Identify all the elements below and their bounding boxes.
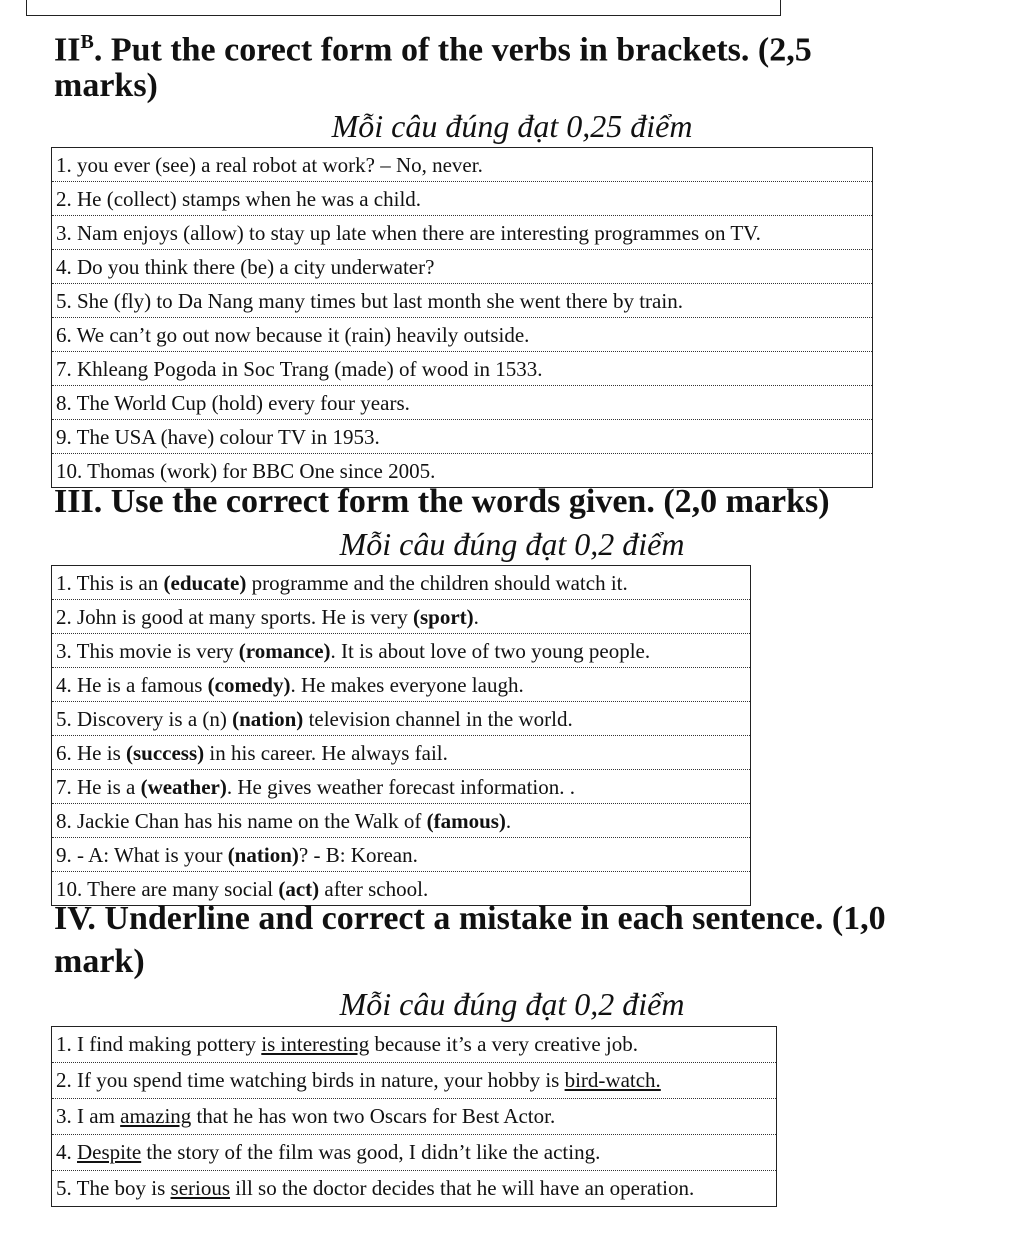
question-text: 7. Khleang Pogoda in Soc Trang (made) of wood in 1533. bbox=[52, 352, 873, 386]
question-cell bbox=[52, 566, 751, 600]
question-text: the story of the film was good, I didn’t like the acting. bbox=[141, 1140, 601, 1164]
section-3-questions bbox=[51, 565, 751, 906]
section-4-questions bbox=[51, 1026, 777, 1207]
question-row bbox=[52, 770, 751, 804]
question-row bbox=[52, 838, 751, 872]
question-text: 4. He is a famous bbox=[56, 672, 208, 697]
question-text: . He gives weather forecast information. . bbox=[226, 774, 575, 799]
question-row bbox=[52, 736, 751, 770]
question-cell bbox=[52, 634, 751, 668]
question-text: ? - B: Korean. bbox=[298, 842, 418, 867]
question-text: 1. you ever (see) a real robot at work? – No, never. bbox=[52, 148, 873, 182]
question-text: ill so the doctor decides that he will have an operation. bbox=[230, 1176, 695, 1200]
underlined-mistake: Despite bbox=[77, 1140, 142, 1164]
question-text: . He makes everyone laugh. bbox=[290, 672, 524, 697]
question-text: 9. - A: What is your bbox=[56, 842, 228, 867]
question-text: 1. This is an bbox=[56, 570, 164, 595]
underlined-mistake: is interesting bbox=[261, 1032, 370, 1056]
underlined-mistake: amazing bbox=[120, 1104, 192, 1128]
question-row bbox=[52, 668, 751, 702]
question-text: 2. John is good at many sports. He is very bbox=[56, 604, 413, 629]
question-cell bbox=[52, 668, 751, 702]
question-text: television channel in the world. bbox=[303, 706, 573, 731]
section-2b-scoring-note: Mỗi câu đúng đạt 0,25 điểm bbox=[331, 108, 693, 144]
question-cell bbox=[52, 1063, 777, 1099]
question-text: because it’s a very creative job. bbox=[369, 1032, 638, 1056]
question-text: 4. bbox=[56, 1140, 77, 1164]
section-3-title: III. Use the correct form the words given. (2,0 marks) bbox=[54, 483, 830, 520]
question-cell bbox=[52, 804, 751, 838]
question-text: 1. I find making pottery bbox=[56, 1032, 262, 1056]
question-row bbox=[52, 600, 751, 634]
section-4-scoring-note: Mỗi câu đúng đạt 0,2 điểm bbox=[339, 986, 685, 1022]
question-row bbox=[52, 1027, 777, 1063]
question-text: 5. She (fly) to Da Nang many times but last month she went there by train. bbox=[52, 284, 873, 318]
question-text: 5. The boy is bbox=[56, 1176, 171, 1200]
question-row bbox=[52, 216, 873, 250]
question-cell bbox=[52, 600, 751, 634]
question-row bbox=[52, 1063, 777, 1099]
question-cell bbox=[52, 1135, 777, 1171]
section-4-title-cont: mark) bbox=[54, 943, 145, 980]
question-row bbox=[52, 284, 873, 318]
question-text: . bbox=[473, 604, 479, 629]
question-row bbox=[52, 702, 751, 736]
question-row bbox=[52, 352, 873, 386]
question-text: 4. Do you think there (be) a city underwater? bbox=[52, 250, 873, 284]
underlined-mistake: bird-watch. bbox=[564, 1068, 661, 1092]
question-text: . bbox=[505, 808, 512, 833]
question-text: 3. Nam enjoys (allow) to stay up late when there are interesting programmes on TV. bbox=[52, 216, 873, 250]
question-cell bbox=[52, 702, 751, 736]
previous-question-options bbox=[26, 0, 781, 16]
question-text: 6. He is bbox=[56, 740, 126, 765]
word-given: (success) bbox=[126, 740, 205, 765]
question-text: 10. There are many social bbox=[56, 876, 279, 901]
word-given: (famous) bbox=[426, 808, 506, 833]
question-row bbox=[52, 182, 873, 216]
question-text: 10. Thomas (work) for BBC One since 2005. bbox=[52, 454, 873, 488]
question-row bbox=[52, 566, 751, 600]
section-2b-title-cont: marks) bbox=[54, 67, 158, 104]
question-row bbox=[52, 148, 873, 182]
question-text: 2. If you spend time watching birds in nature, your hobby is bbox=[56, 1068, 565, 1092]
question-cell bbox=[52, 1171, 777, 1207]
question-text: 9. The USA (have) colour TV in 1953. bbox=[52, 420, 873, 454]
question-text: that he has won two Oscars for Best Actor. bbox=[191, 1104, 556, 1128]
question-text: 2. He (collect) stamps when he was a child. bbox=[52, 182, 873, 216]
question-text: 5. Discovery is a (n) bbox=[56, 706, 233, 731]
question-cell bbox=[52, 1027, 777, 1063]
question-row bbox=[52, 420, 873, 454]
word-given: (act) bbox=[278, 876, 320, 901]
question-cell bbox=[52, 736, 751, 770]
question-cell bbox=[52, 838, 751, 872]
word-given: (nation) bbox=[227, 842, 299, 867]
question-text: 7. He is a bbox=[56, 774, 141, 799]
word-given: (nation) bbox=[232, 706, 304, 731]
section-3-scoring-note: Mỗi câu đúng đạt 0,2 điểm bbox=[339, 526, 685, 562]
question-row bbox=[52, 1171, 777, 1207]
question-row bbox=[52, 250, 873, 284]
word-given: (weather) bbox=[140, 774, 227, 799]
question-row bbox=[52, 1135, 777, 1171]
question-text: 8. The World Cup (hold) every four years. bbox=[52, 386, 873, 420]
question-text: 6. We can’t go out now because it (rain) heavily outside. bbox=[52, 318, 873, 352]
question-row bbox=[52, 386, 873, 420]
question-text: 3. I am bbox=[56, 1104, 121, 1128]
section-2b-questions bbox=[51, 147, 873, 488]
section-2b-title: $II^B$. Put the corect form of the verbs in brackets. (2,5 bbox=[54, 31, 812, 69]
underlined-mistake: serious bbox=[170, 1176, 231, 1200]
question-text: programme and the children should watch it. bbox=[246, 570, 628, 595]
question-cell bbox=[52, 770, 751, 804]
word-given: (comedy) bbox=[207, 672, 291, 697]
section-4-title: IV. Underline and correct a mistake in each sentence. (1,0 bbox=[54, 900, 886, 937]
question-row bbox=[52, 1099, 777, 1135]
question-text: after school. bbox=[319, 876, 429, 901]
word-given: (romance) bbox=[238, 638, 331, 663]
question-text: . It is about love of two young people. bbox=[330, 638, 651, 663]
word-given: (sport) bbox=[412, 604, 474, 629]
question-text: 8. Jackie Chan has his name on the Walk of bbox=[56, 808, 427, 833]
question-row bbox=[52, 804, 751, 838]
question-text: 3. This movie is very bbox=[56, 638, 239, 663]
question-cell bbox=[52, 1099, 777, 1135]
word-given: (educate) bbox=[163, 570, 247, 595]
question-row bbox=[52, 634, 751, 668]
question-text: in his career. He always fail. bbox=[204, 740, 448, 765]
question-row bbox=[52, 318, 873, 352]
